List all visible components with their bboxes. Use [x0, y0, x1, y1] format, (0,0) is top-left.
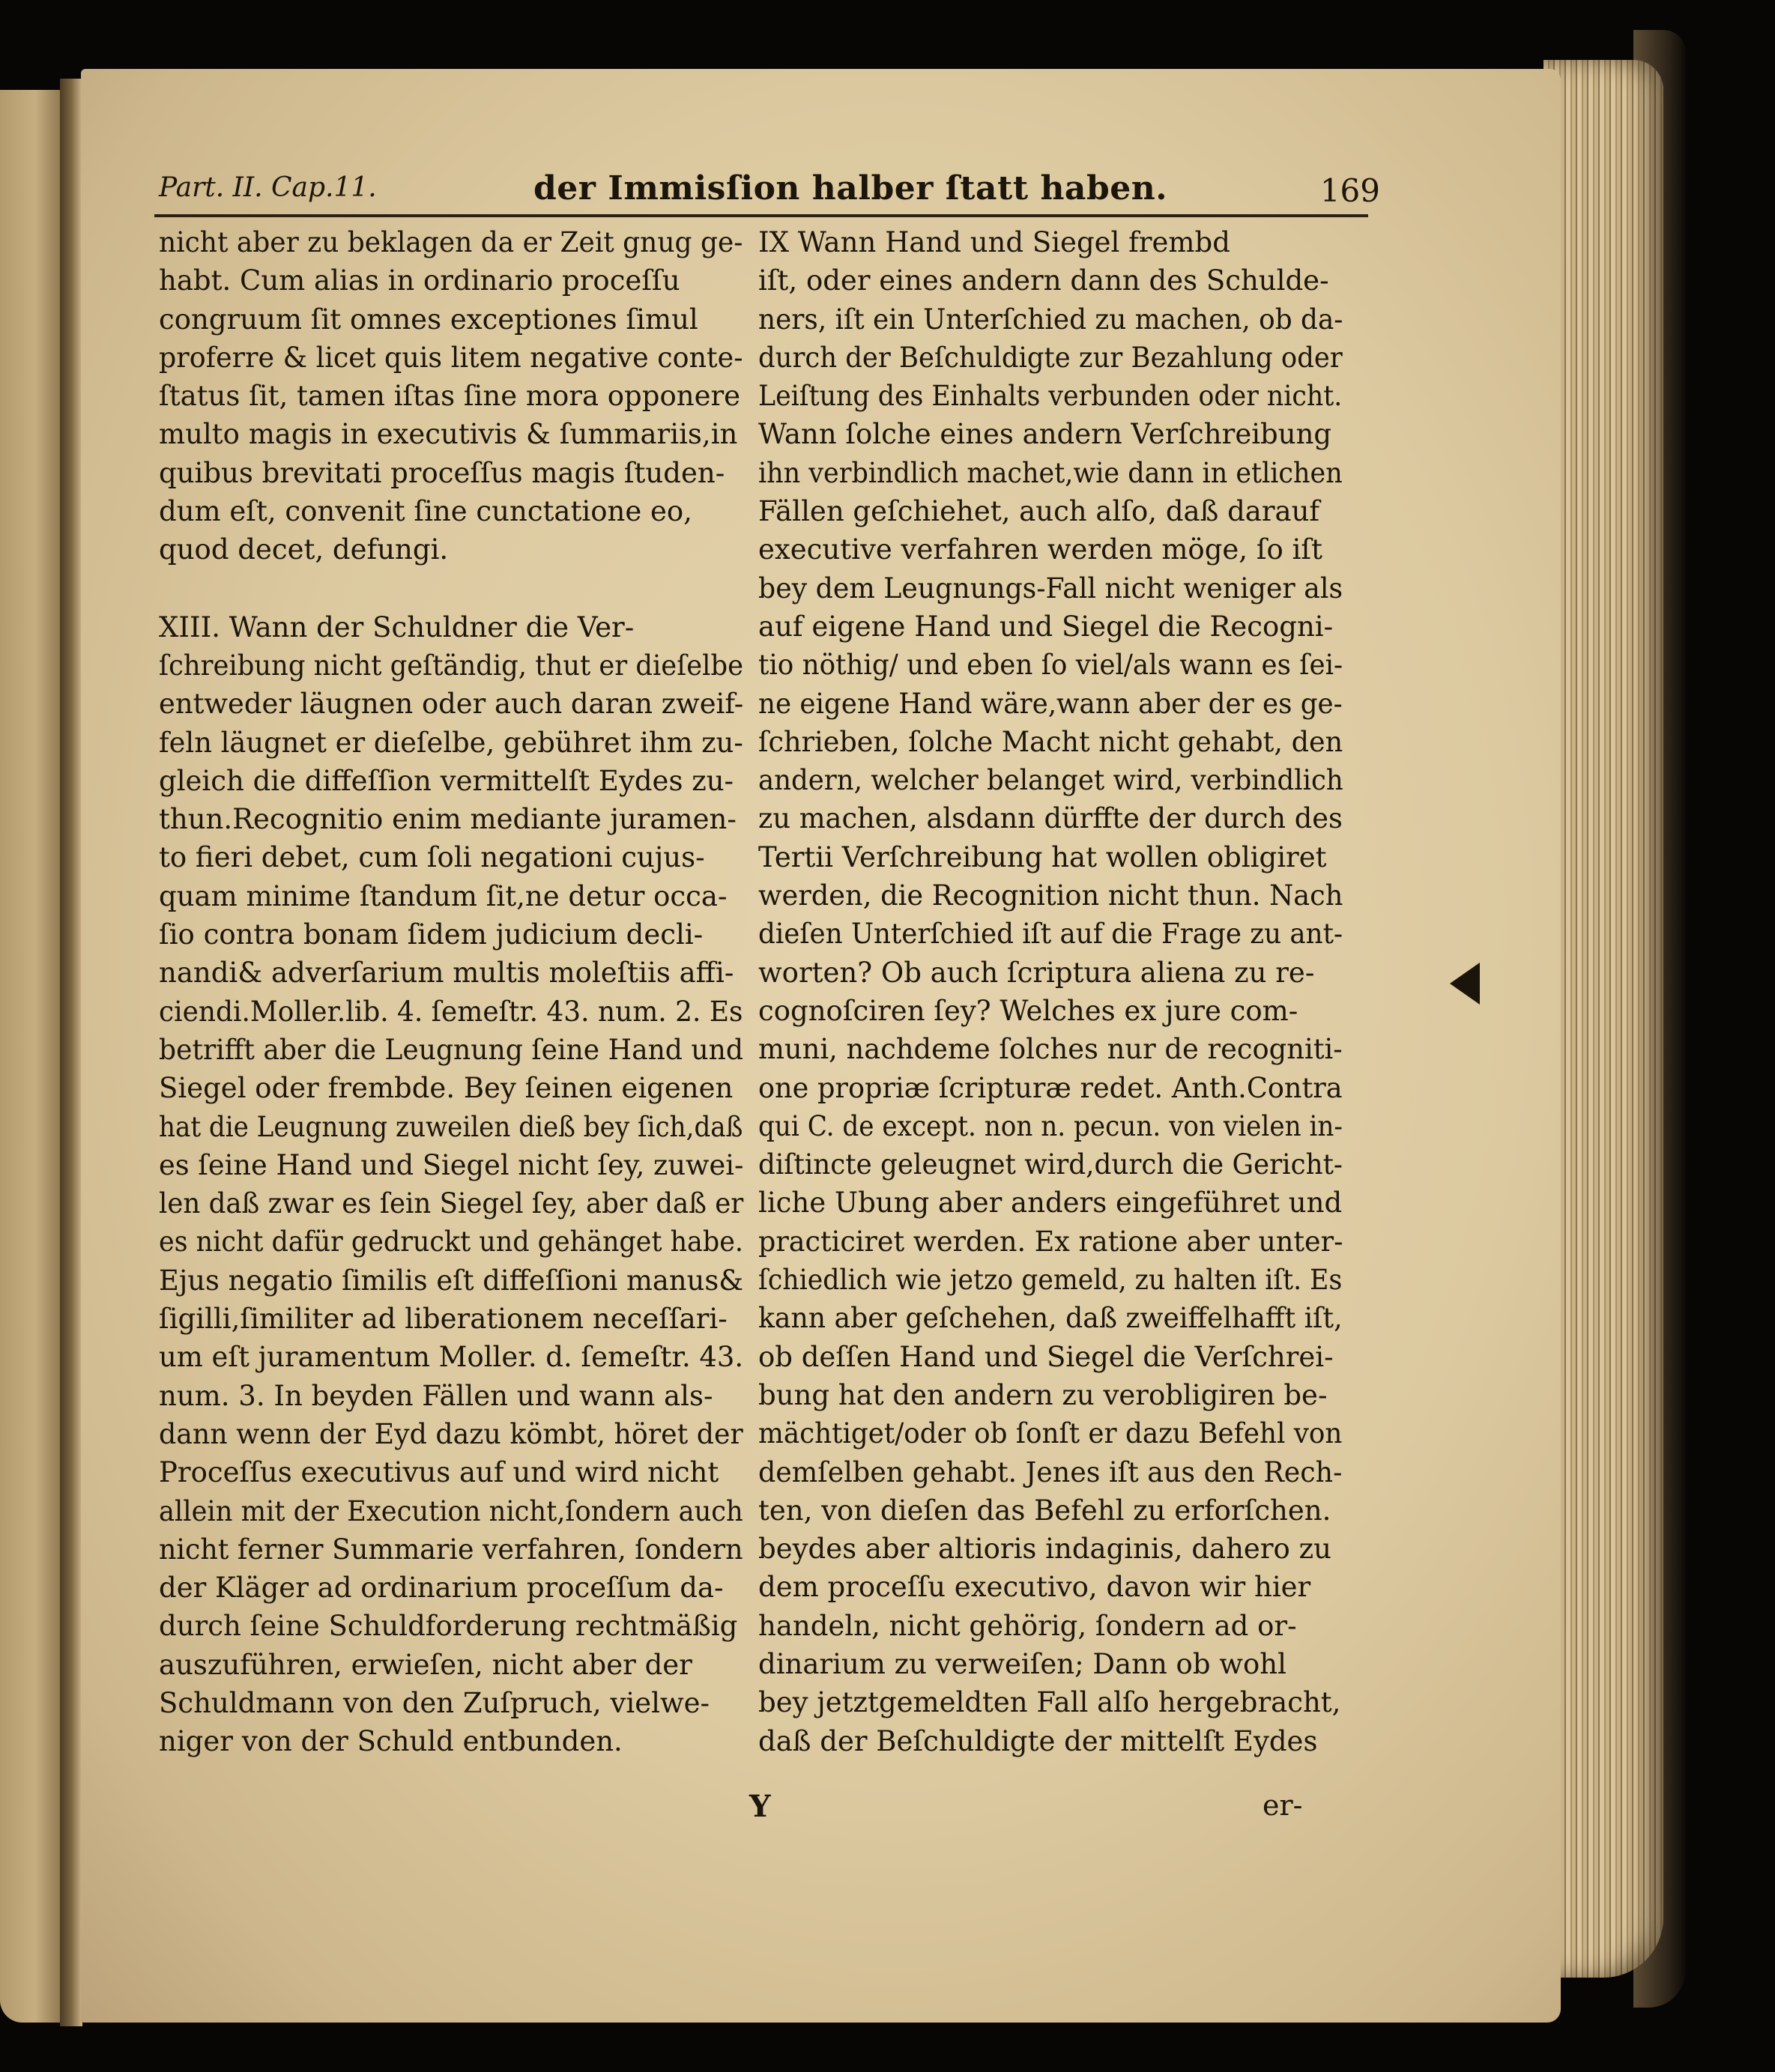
text-line: handeln, nicht gehörig, ſondern ad or-: [758, 1608, 1297, 1642]
text-line: durch der Beſchuldigte zur Bezahlung oder: [758, 340, 1343, 374]
text-line: bung hat den andern zu verobligiren be-: [758, 1378, 1328, 1411]
text-line: cognoſciren ſey? Welches ex jure com-: [758, 993, 1298, 1027]
text-line: mächtiget/oder ob ſonſt er dazu Befehl von: [758, 1417, 1343, 1450]
text-line: entweder läugnen oder auch daran zweif-: [159, 687, 744, 721]
left-page-edge: [0, 90, 64, 2023]
text-line: bey jetztgemeldten Fall alſo hergebracht,: [758, 1685, 1341, 1719]
text-line: es nicht dafür gedruckt und gehänget habe.: [159, 1225, 743, 1258]
text-line: betrifft aber die Leugnung ſeine Hand und: [159, 1032, 743, 1066]
text-line: len daß zwar es ſein Siegel ſey, aber daß er: [159, 1187, 744, 1220]
page-marker-arrow: [1450, 963, 1480, 1005]
text-line: beydes aber altioris indaginis, dahero zu: [758, 1532, 1331, 1566]
text-line: worten? Ob auch ſcriptura aliena zu re-: [758, 955, 1315, 989]
text-line: num. 3. In beyden Fällen und wann als-: [159, 1378, 713, 1412]
text-line: Proceſſus executivus auf und wird nicht: [159, 1455, 719, 1489]
header-title: der Immisſion halber ſtatt haben.: [533, 169, 1168, 207]
text-line: dieſen Unterſchied iſt auf die Frage zu ant-: [758, 917, 1343, 951]
signature-mark: Y: [749, 1789, 771, 1824]
running-header: [159, 166, 1380, 214]
text-line: IX Wann Hand und Siegel frembd: [758, 225, 1230, 258]
text-line: Schuldmann von den Zuſpruch, vielwe-: [159, 1685, 710, 1719]
text-line: kann aber geſchehen, daß zweiffelhafft iſt,: [758, 1301, 1343, 1335]
text-line: iſt, oder eines andern dann des Schulde-: [758, 264, 1329, 297]
text-line: congruum ſit omnes exceptiones ſimul: [159, 302, 698, 336]
catchword: er-: [1263, 1789, 1303, 1822]
header-rule: [154, 214, 1368, 217]
page-number: 169: [1319, 172, 1380, 209]
text-line: quod decet, defungi.: [159, 533, 449, 566]
text-line: proferre & licet quis litem negative conte-: [159, 340, 743, 374]
text-line: dum eſt, convenit ſine cunctatione eo,: [159, 494, 692, 528]
text-line: Tertii Verſchreibung hat wollen obligiret: [758, 840, 1327, 873]
text-line: Ejus negatio ſimilis eſt diffeſſioni manus&: [159, 1263, 743, 1297]
text-line: dem proceſſu executivo, davon wir hier: [758, 1570, 1311, 1604]
text-line: ten, von dieſen das Befehl zu erforſchen.: [758, 1493, 1331, 1527]
text-line: qui C. de except. non n. pecun. von vielen in-: [758, 1109, 1343, 1142]
header-part-chapter: Part. II. Cap.11.: [159, 172, 377, 203]
text-line: ſtatus ſit, tamen iſtas ſine mora opponere: [159, 379, 741, 413]
text-line: habt. Cum alias in ordinario proceſſu: [159, 264, 680, 297]
text-line: ihn verbindlich machet,wie dann in etlichen: [758, 455, 1343, 489]
text-line: thun.Recognitio enim mediante juramen-: [159, 802, 737, 836]
text-line: diſtincte geleugnet wird,durch die Gericht-: [758, 1148, 1343, 1181]
text-line: allein mit der Execution nicht,ſondern auch: [159, 1494, 743, 1527]
text-line: practiciret werden. Ex ratione aber unter-: [758, 1224, 1343, 1258]
right-text-column: [758, 223, 1350, 1760]
text-line: ob deſſen Hand und Siegel die Verſchrei-: [758, 1339, 1334, 1373]
text-line: ſchrieben, ſolche Macht nicht gehabt, den: [758, 724, 1343, 758]
text-line: to fieri debet, cum ſoli negationi cujus-: [159, 840, 705, 874]
text-line: multo magis in executivis & ſummariis,in: [159, 417, 738, 451]
text-line: Leiſtung des Einhalts verbunden oder nicht.: [758, 379, 1343, 413]
text-line: quam minime ſtandum ſit,ne detur occa-: [159, 879, 728, 912]
text-line: dann wenn der Eyd dazu kömbt, höret der: [159, 1417, 743, 1450]
text-line: Siegel oder frembde. Bey ſeinen eigenen: [159, 1071, 734, 1105]
text-line: one propriæ ſcripturæ redet. Anth.Contra: [758, 1070, 1343, 1104]
book-gutter: [60, 79, 82, 2026]
text-line: ners, iſt ein Unterſchied zu machen, ob da-: [758, 302, 1343, 336]
text-line: zu machen, alsdann dürffte der durch des: [758, 802, 1343, 835]
text-line: um eſt juramentum Moller. d. ſemeſtr. 43.: [159, 1340, 744, 1374]
text-line: muni, nachdeme ſolches nur de recogniti-: [758, 1032, 1343, 1066]
page-block-edges: [1543, 60, 1663, 1978]
left-text-column: [159, 223, 751, 1761]
text-line: quibus brevitati proceſſus magis ſtuden-: [159, 455, 725, 489]
text-line: nicht aber zu beklagen da er Zeit gnug ge-: [159, 225, 743, 258]
text-line: nandi& adverſarium multis moleſtiis affi-: [159, 956, 734, 990]
paragraph-gap: [159, 569, 751, 608]
text-line: ſchreibung nicht geſtändig, thut er dieſelbe: [159, 648, 744, 682]
text-line: hat die Leugnung zuweilen dieß bey ſich,daß: [159, 1109, 743, 1143]
text-line: auszuführen, erwieſen, nicht aber der: [159, 1647, 692, 1681]
text-line: executive verfahren werden möge, ſo iſt: [758, 533, 1323, 566]
text-line: XIII. Wann der Schuldner die Ver-: [159, 610, 635, 643]
text-line: gleich die diffeſſion vermittelſt Eydes zu-: [159, 763, 734, 797]
text-line: werden, die Recognition nicht thun. Nach: [758, 879, 1343, 912]
text-line: ciendi.Moller.lib. 4. ſemeſtr. 43. num. 2. Es: [159, 994, 743, 1028]
text-line: bey dem Leugnungs-Fall nicht weniger als: [758, 571, 1343, 605]
text-line: ne eigene Hand wäre,wann aber der es ge-: [758, 686, 1343, 720]
text-line: durch ſeine Schuldforderung rechtmäßig: [159, 1609, 738, 1643]
text-line: andern, welcher belanget wird, verbindlich: [758, 763, 1343, 797]
text-line: ſchiedlich wie jetzo gemeld, zu halten iſt. Es: [758, 1263, 1343, 1297]
text-line: niger von der Schuld entbunden.: [159, 1724, 623, 1758]
text-line: nicht ferner Summarie verfahren, ſondern: [159, 1532, 743, 1566]
text-line: dinarium zu verweiſen; Dann ob wohl: [758, 1647, 1286, 1680]
text-line: Fällen geſchiehet, auch alſo, daß darauf: [758, 494, 1320, 528]
text-line: der Kläger ad ordinarium proceſſum da-: [159, 1571, 724, 1605]
text-line: liche Ubung aber anders eingeführet und: [758, 1186, 1343, 1220]
text-line: ſio contra bonam ſidem judicium decli-: [159, 918, 704, 951]
text-line: Wann ſolche eines andern Verſchreibung: [758, 417, 1332, 451]
text-line: demſelben gehabt. Jenes iſt aus den Rech-: [758, 1455, 1343, 1488]
text-line: auf eigene Hand und Siegel die Recogni-: [758, 609, 1334, 643]
text-line: ſigilli,ſimiliter ad liberationem neceſſari-: [159, 1302, 728, 1336]
text-line: daß der Beſchuldigte der mittelſt Eydes: [758, 1724, 1318, 1757]
text-line: tio nöthig/ und eben ſo viel/als wann es ſei-: [758, 648, 1343, 682]
text-line: feln läugnet er dieſelbe, gebühret ihm zu-: [159, 725, 743, 759]
text-line: es ſeine Hand und Siegel nicht ſey, zuwei-: [159, 1148, 744, 1181]
